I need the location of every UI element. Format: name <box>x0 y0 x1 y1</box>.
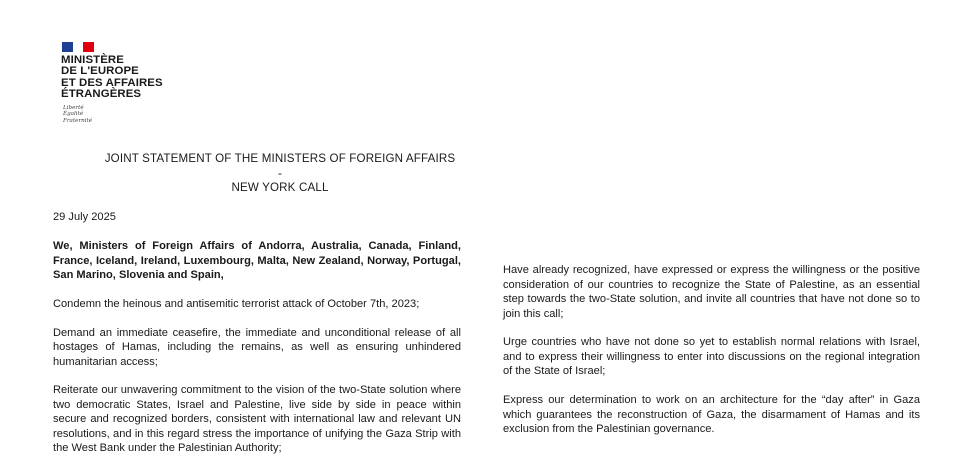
title-line-2: NEW YORK CALL <box>231 181 329 194</box>
ministry-name <box>61 55 163 101</box>
title-separator: - <box>277 166 282 180</box>
paragraph-ceasefire: Demand an immediate ceasefire, the immediate and unconditional release of all hostages of Hamas, including the remains, as well as ensuring unhindered humanitarian access; <box>53 326 461 368</box>
ministry-line: ET DES AFFAIRES <box>61 76 163 89</box>
paragraph-normal-relations: Urge countries who have not done so yet to establish normal relations with Israel, and to express their willingness to enter into discussions on the regional integration of the State of Israel; <box>503 336 920 378</box>
flag-white-band <box>73 42 84 52</box>
paragraph-day-after: Express our determination to work on an architecture for the “day after” in Gaza which guarantees the reconstruction of Gaza, the disarmament of Hamas and its exclusion from the Palestinian governance. <box>503 394 920 436</box>
signatories-intro: We, Ministers of Foreign Affairs of Andorra, Australia, Canada, Finland, France, Iceland, Ireland, Luxembourg, Malta, New Zealand, Norway, Portugal, San Marino, Slovenia and Spain, <box>53 240 461 281</box>
paragraph-recognition: Have already recognized, have expressed or express the willingness or the positive consideration of our countries to recognize the State of Palestine, as an essential step towards the two-State solution, and invite all countries that have not done so to join this call; <box>503 264 920 320</box>
ministry-line: DE L'EUROPE <box>61 65 139 78</box>
motto-line: Égalité <box>63 111 84 118</box>
document-title <box>0 152 560 196</box>
flag-blue-band <box>62 42 73 52</box>
french-flag-icon <box>62 42 94 52</box>
title-line-1: JOINT STATEMENT OF THE MINISTERS OF FOREIGN AFFAIRS <box>104 152 456 165</box>
paragraph-condemn: Condemn the heinous and antisemitic terrorist attack of October 7th, 2023; <box>53 297 420 310</box>
motto-line: Liberté <box>63 105 84 111</box>
ministry-line: MINISTÈRE <box>61 54 124 66</box>
republic-motto <box>63 105 92 124</box>
ministry-line: ÉTRANGÈRES <box>61 88 142 101</box>
right-column <box>503 263 920 451</box>
left-column <box>53 210 461 470</box>
paragraph-two-state: Reiterate our unwavering commitment to the vision of the two-State solution where two democratic States, Israel and Palestine, live side by side in peace within secure and recognized borders, consistent with international law and relevant UN resolutions, and in this regard stress the importance of unifying the Gaza Strip with the West Bank under the Palestinian Authority; <box>53 384 461 455</box>
motto-line: Fraternité <box>63 117 93 124</box>
flag-red-band <box>83 42 94 52</box>
statement-date: 29 July 2025 <box>53 211 116 223</box>
